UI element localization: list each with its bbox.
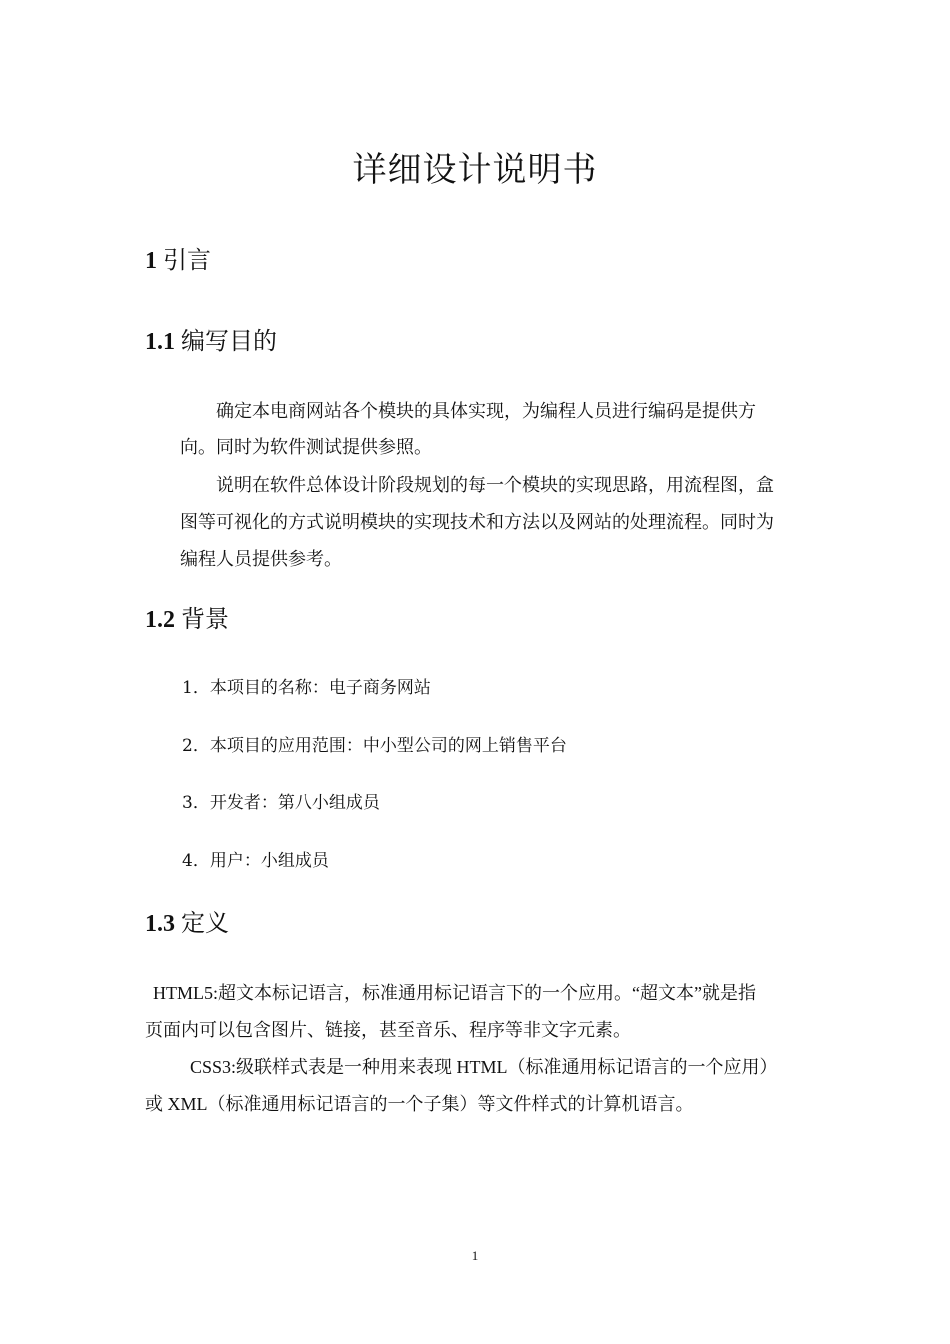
page-number: 1 (471, 1248, 479, 1263)
heading-text: 定义 (181, 909, 229, 937)
list-item: 2．本项目的应用范围：中小型公司的网上销售平台 (182, 736, 567, 756)
purpose-line: 确定本电商网站各个模块的具体实现，为编程人员进行编码是提供方 (216, 401, 756, 422)
purpose-line: 说明在软件总体设计阶段规划的每一个模块的实现思路，用流程图，盒 (216, 475, 774, 496)
heading-text: 引言 (163, 246, 211, 274)
document-title: 详细设计说明书 (352, 150, 598, 190)
purpose-line: 向。同时为软件测试提供参照。 (180, 437, 432, 458)
heading-text: 背景 (181, 605, 229, 633)
heading-number: 1 (145, 248, 157, 274)
heading-definitions (145, 908, 229, 939)
definition-line: CSS3:级联样式表是一种用来表现 HTML（标准通用标记语言的一个应用） (190, 1057, 778, 1077)
list-item: 4．用户：小组成员 (182, 851, 329, 871)
list-item: 1．本项目的名称：电子商务网站 (182, 678, 431, 698)
heading-background (145, 604, 229, 635)
definition-line: 或 XML（标准通用标记语言的一个子集）等文件样式的计算机语言。 (145, 1094, 694, 1114)
definition-line: HTML5:超文本标记语言，标准通用标记语言下的一个应用。“超文本”就是指 (153, 983, 756, 1003)
heading-number: 1.3 (145, 911, 175, 937)
heading-number: 1.2 (145, 607, 175, 633)
heading-text: 编写目的 (181, 327, 277, 355)
heading-number: 1.1 (145, 329, 175, 355)
heading-intro (145, 245, 211, 276)
list-item: 3．开发者：第八小组成员 (182, 793, 380, 813)
definition-line: 页面内可以包含图片、链接，甚至音乐、程序等非文字元素。 (145, 1020, 631, 1040)
purpose-line: 编程人员提供参考。 (180, 549, 342, 570)
heading-purpose (145, 326, 277, 357)
purpose-line: 图等可视化的方式说明模块的实现技术和方法以及网站的处理流程。同时为 (180, 512, 774, 533)
